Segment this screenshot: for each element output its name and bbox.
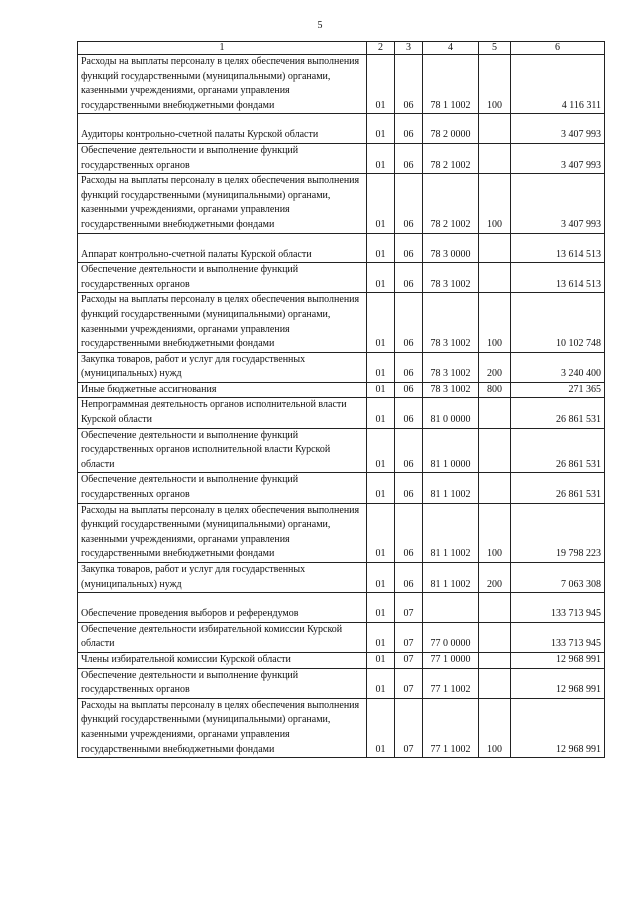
- table-row: [78, 263, 605, 293]
- row-target-article: 78 3 1002: [423, 382, 479, 398]
- table-row: [78, 473, 605, 503]
- row-expense-type: 100: [479, 55, 511, 114]
- row-target-article: 81 1 1002: [423, 563, 479, 593]
- row-section: 01: [367, 114, 395, 144]
- row-section: 01: [367, 563, 395, 593]
- row-target-article: 78 3 1002: [423, 263, 479, 293]
- page-number: 5: [317, 20, 323, 31]
- row-amount: 3 407 993: [511, 174, 605, 233]
- row-section: 01: [367, 382, 395, 398]
- row-section: 01: [367, 473, 395, 503]
- table-row: [78, 652, 605, 668]
- row-description: Расходы на выплаты персоналу в целях обеспечения выполнения функций государственными (муниципальными) органами, казенными учреждениями, органами управления государственными внебюджетными фондами: [78, 55, 367, 114]
- row-target-article: 81 1 0000: [423, 428, 479, 473]
- row-description: Обеспечение деятельности и выполнение функций государственных органов: [78, 668, 367, 698]
- row-target-article: [423, 593, 479, 623]
- row-expense-type: 200: [479, 352, 511, 382]
- row-target-article: 78 2 1002: [423, 174, 479, 233]
- table-row: [78, 233, 605, 263]
- row-expense-type: [479, 622, 511, 652]
- row-target-article: 78 2 0000: [423, 114, 479, 144]
- row-subsection: 06: [395, 563, 423, 593]
- table-row: [78, 563, 605, 593]
- row-description: Обеспечение проведения выборов и референдумов: [78, 593, 367, 623]
- row-description: Закупка товаров, работ и услуг для государственных (муниципальных) нужд: [78, 352, 367, 382]
- row-amount: 10 102 748: [511, 293, 605, 352]
- row-description: Расходы на выплаты персоналу в целях обеспечения выполнения функций государственными (муниципальными) органами, казенными учреждениями, органами управления государственными внебюджетными фондами: [78, 293, 367, 352]
- row-expense-type: [479, 652, 511, 668]
- row-section: 01: [367, 622, 395, 652]
- row-target-article: 77 1 1002: [423, 698, 479, 757]
- row-description: Расходы на выплаты персоналу в целях обеспечения выполнения функций государственными (муниципальными) органами, казенными учреждениями, органами управления государственными внебюджетными фондами: [78, 698, 367, 757]
- row-expense-type: [479, 428, 511, 473]
- row-expense-type: [479, 114, 511, 144]
- row-subsection: 06: [395, 398, 423, 428]
- row-description: Обеспечение деятельности избирательной комиссии Курской области: [78, 622, 367, 652]
- row-description: Обеспечение деятельности и выполнение функций государственных органов исполнительной власти Курской области: [78, 428, 367, 473]
- header-col-3: 3: [395, 42, 423, 55]
- row-target-article: 78 3 1002: [423, 352, 479, 382]
- row-subsection: 06: [395, 114, 423, 144]
- row-target-article: 78 3 0000: [423, 233, 479, 263]
- row-expense-type: [479, 263, 511, 293]
- row-target-article: 81 1 1002: [423, 503, 479, 562]
- row-subsection: 07: [395, 652, 423, 668]
- row-expense-type: 100: [479, 293, 511, 352]
- row-amount: 271 365: [511, 382, 605, 398]
- row-section: 01: [367, 593, 395, 623]
- table-row: [78, 668, 605, 698]
- row-expense-type: 100: [479, 698, 511, 757]
- row-target-article: 78 3 1002: [423, 293, 479, 352]
- row-subsection: 06: [395, 174, 423, 233]
- row-expense-type: [479, 668, 511, 698]
- table-row: [78, 428, 605, 473]
- row-amount: 7 063 308: [511, 563, 605, 593]
- table-body: [78, 55, 605, 758]
- row-subsection: 06: [395, 503, 423, 562]
- budget-table: [77, 41, 605, 758]
- header-col-4: 4: [423, 42, 479, 55]
- table-row: [78, 503, 605, 562]
- header-col-1: 1: [78, 42, 367, 55]
- row-subsection: 06: [395, 352, 423, 382]
- row-target-article: 77 1 0000: [423, 652, 479, 668]
- row-description: Обеспечение деятельности и выполнение функций государственных органов: [78, 263, 367, 293]
- row-amount: 13 614 513: [511, 263, 605, 293]
- row-expense-type: 200: [479, 563, 511, 593]
- table-row: [78, 382, 605, 398]
- row-description: Иные бюджетные ассигнования: [78, 382, 367, 398]
- row-amount: 26 861 531: [511, 473, 605, 503]
- row-target-article: 78 1 1002: [423, 55, 479, 114]
- row-target-article: 78 2 1002: [423, 143, 479, 173]
- row-description: Члены избирательной комиссии Курской области: [78, 652, 367, 668]
- row-expense-type: 100: [479, 503, 511, 562]
- table-row: [78, 593, 605, 623]
- row-amount: 26 861 531: [511, 428, 605, 473]
- row-description: Расходы на выплаты персоналу в целях обеспечения выполнения функций государственными (муниципальными) органами, казенными учреждениями, органами управления государственными внебюджетными фондами: [78, 174, 367, 233]
- row-subsection: 06: [395, 233, 423, 263]
- row-amount: 19 798 223: [511, 503, 605, 562]
- row-description: Аудиторы контрольно-счетной палаты Курской области: [78, 114, 367, 144]
- row-section: 01: [367, 668, 395, 698]
- row-expense-type: [479, 473, 511, 503]
- row-subsection: 07: [395, 668, 423, 698]
- table-row: [78, 398, 605, 428]
- row-subsection: 06: [395, 293, 423, 352]
- table-row: [78, 174, 605, 233]
- table-row: [78, 622, 605, 652]
- header-col-6: 6: [511, 42, 605, 55]
- header-col-5: 5: [479, 42, 511, 55]
- row-description: Аппарат контрольно-счетной палаты Курской области: [78, 233, 367, 263]
- row-section: 01: [367, 174, 395, 233]
- row-section: 01: [367, 428, 395, 473]
- row-expense-type: 100: [479, 174, 511, 233]
- row-description: Закупка товаров, работ и услуг для государственных (муниципальных) нужд: [78, 563, 367, 593]
- row-expense-type: [479, 398, 511, 428]
- row-subsection: 06: [395, 382, 423, 398]
- row-section: 01: [367, 698, 395, 757]
- row-amount: 3 240 400: [511, 352, 605, 382]
- row-subsection: 07: [395, 622, 423, 652]
- row-section: 01: [367, 652, 395, 668]
- row-subsection: 06: [395, 473, 423, 503]
- row-subsection: 06: [395, 428, 423, 473]
- row-subsection: 07: [395, 698, 423, 757]
- table-row: [78, 114, 605, 144]
- row-section: 01: [367, 398, 395, 428]
- row-description: Обеспечение деятельности и выполнение функций государственных органов: [78, 473, 367, 503]
- table-row: [78, 698, 605, 757]
- row-amount: 133 713 945: [511, 622, 605, 652]
- row-target-article: 81 0 0000: [423, 398, 479, 428]
- row-amount: 3 407 993: [511, 143, 605, 173]
- row-target-article: 77 0 0000: [423, 622, 479, 652]
- row-section: 01: [367, 293, 395, 352]
- row-description: Непрограммная деятельность органов исполнительной власти Курской области: [78, 398, 367, 428]
- row-description: Расходы на выплаты персоналу в целях обеспечения выполнения функций государственными (муниципальными) органами, казенными учреждениями, органами управления государственными внебюджетными фондами: [78, 503, 367, 562]
- row-target-article: 77 1 1002: [423, 668, 479, 698]
- row-expense-type: [479, 143, 511, 173]
- row-expense-type: 800: [479, 382, 511, 398]
- table-row: [78, 55, 605, 114]
- table-row: [78, 143, 605, 173]
- row-amount: 133 713 945: [511, 593, 605, 623]
- row-subsection: 06: [395, 263, 423, 293]
- row-subsection: 06: [395, 55, 423, 114]
- row-expense-type: [479, 593, 511, 623]
- row-section: 01: [367, 143, 395, 173]
- row-target-article: 81 1 1002: [423, 473, 479, 503]
- row-subsection: 06: [395, 143, 423, 173]
- row-section: 01: [367, 233, 395, 263]
- row-amount: 13 614 513: [511, 233, 605, 263]
- row-section: 01: [367, 503, 395, 562]
- row-amount: 26 861 531: [511, 398, 605, 428]
- table-row: [78, 293, 605, 352]
- row-amount: 12 968 991: [511, 698, 605, 757]
- row-amount: 3 407 993: [511, 114, 605, 144]
- row-description: Обеспечение деятельности и выполнение функций государственных органов: [78, 143, 367, 173]
- row-amount: 12 968 991: [511, 652, 605, 668]
- row-section: 01: [367, 352, 395, 382]
- row-expense-type: [479, 233, 511, 263]
- table-row: [78, 352, 605, 382]
- row-subsection: 07: [395, 593, 423, 623]
- header-col-2: 2: [367, 42, 395, 55]
- row-section: 01: [367, 55, 395, 114]
- table-header-row: [78, 42, 605, 55]
- row-section: 01: [367, 263, 395, 293]
- row-amount: 12 968 991: [511, 668, 605, 698]
- row-amount: 4 116 311: [511, 55, 605, 114]
